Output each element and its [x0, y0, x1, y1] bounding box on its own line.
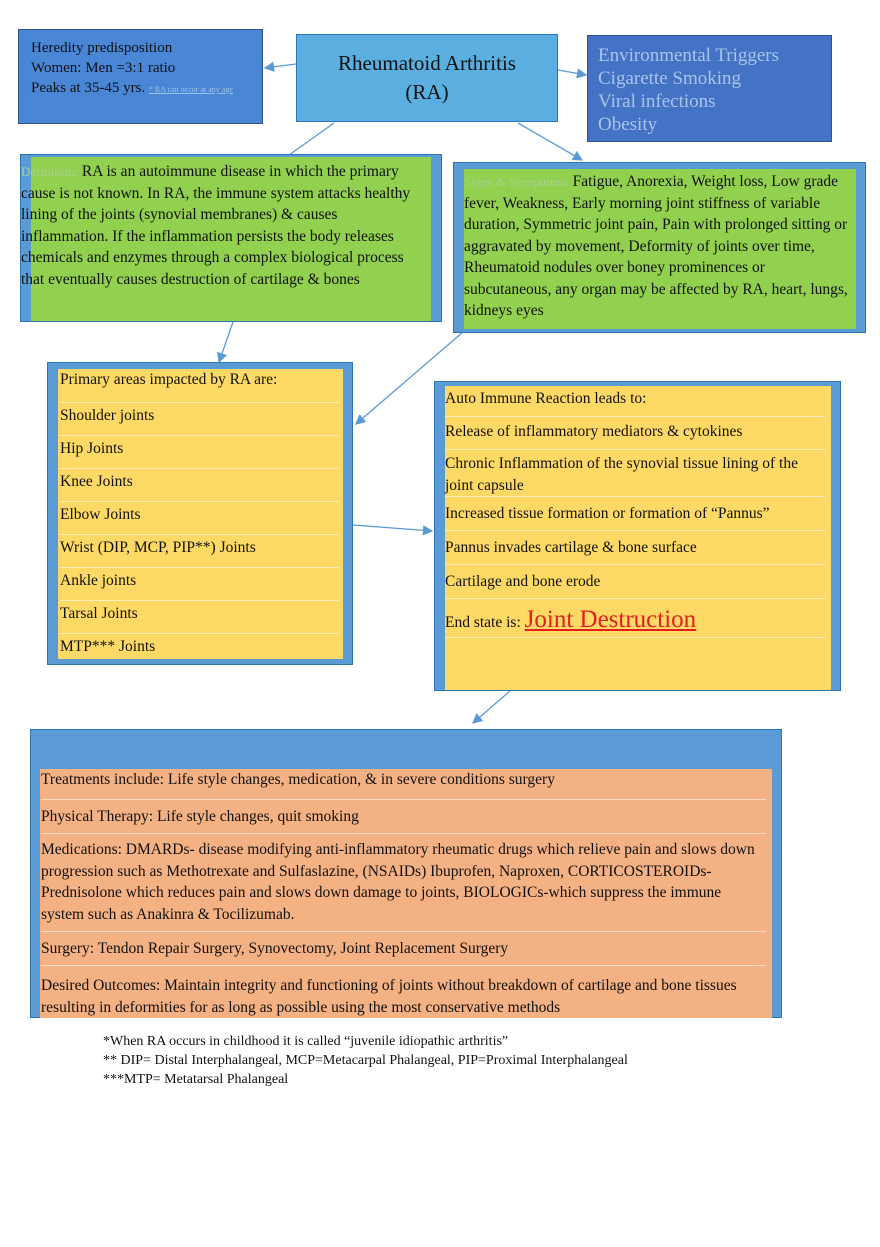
env-item: Obesity [598, 114, 658, 135]
env-item: Cigarette Smoking [598, 68, 742, 89]
primary-areas-heading: Primary areas impacted by RA are: [60, 369, 339, 403]
heredity-line-1: Heredity predisposition [31, 40, 173, 56]
arrow-title-to-definition [289, 123, 334, 155]
title-box [296, 34, 558, 122]
area-item: Hip Joints [60, 436, 339, 469]
area-item: Ankle joints [60, 568, 339, 601]
area-item: Shoulder joints [60, 403, 339, 436]
env-item: Viral infections [598, 91, 716, 112]
autoimmune-frame [434, 381, 841, 691]
treatment-item: Desired Outcomes: Maintain integrity and functioning of joints without breakdown of cartilage and bone tissues resulting in deformities for as long as possible using the most conservative methods [41, 977, 737, 1016]
definition-frame [20, 154, 442, 322]
treatments-panel [40, 769, 772, 1018]
area-item: Elbow Joints [60, 502, 339, 535]
end-state-value: Joint Destruction [524, 606, 697, 633]
definition-body: RA is an autoimmune disease in which the primary cause is not known. In RA, the immune system attacks healthy lining of the joints (synovial membranes) & causes inflammation. If the inflammation persists the body releases chemicals and enzymes through a complex biological process that eventually causes destruction of cartilage & bones [21, 163, 411, 288]
arrow-autoimmune-to-treatments [473, 691, 510, 723]
treatment-item: Medications: DMARDs- disease modifying anti-inflammatory rheumatic drugs which relieve pain and slows down progression such as Methotrexate and Sulfaslazine, (NSAIDs) Ibuprofen, Naproxen, CORTICOSTEROIDs- Prednisolone which reduces pain and slows down damage to joints, BIOLOGICs-which suppress the immune system such as Anakinra & Tocilizumab. [41, 834, 766, 932]
env-item: Environmental Triggers [598, 45, 780, 66]
arrow-title-to-symptoms [518, 123, 582, 160]
arrow-areas-to-autoimmune [353, 525, 432, 531]
primary-areas-frame [47, 362, 353, 665]
symptoms-body: Fatigue, Anorexia, Weight loss, Low grade fever, Weakness, Early morning joint stiffness of variable duration, Symmetric joint pain, Pain with prolonged sitting or aggravated by movement, Deformity of joints over time, Rheumatoid nodules over boney prominences or subcutaneous, any organ may be affected by RA, heart, lungs, kidneys eyes [464, 173, 848, 319]
definition-panel [21, 157, 431, 321]
symptoms-frame [453, 162, 866, 333]
title-line-2: (RA) [405, 80, 449, 104]
treatment-item: Surgery: Tendon Repair Surgery, Synovectomy, Joint Replacement Surgery [41, 932, 766, 966]
definition-label: Definition: [21, 164, 79, 179]
arrow-title-to-environment [558, 70, 586, 75]
heredity-box [18, 29, 263, 124]
end-state-label: End state is: [445, 614, 525, 631]
autoimmune-item: Release of inflammatory mediators & cytokines [445, 417, 825, 450]
definition-text [21, 161, 431, 290]
area-item: Tarsal Joints [60, 601, 339, 634]
arrow-definition-to-areas [219, 322, 233, 362]
end-state-row [445, 599, 825, 638]
footnote-mtp: ***MTP= Metatarsal Phalangeal [103, 1072, 289, 1087]
autoimmune-heading: Auto Immune Reaction leads to: [445, 386, 825, 417]
symptoms-text [464, 171, 856, 322]
age-note-link[interactable]: * RA can occur at any age [148, 85, 233, 94]
autoimmune-item: Cartilage and bone erode [445, 565, 825, 599]
area-item: Knee Joints [60, 469, 339, 502]
arrow-title-to-heredity [265, 64, 296, 68]
heredity-peaks: Peaks at 35-45 yrs. [31, 80, 146, 96]
heredity-line-2: Women: Men =3:1 ratio [31, 60, 176, 76]
autoimmune-panel [445, 386, 831, 690]
title-line-1: Rheumatoid Arthritis [338, 51, 516, 75]
heredity-line-3 [31, 78, 262, 100]
treatments-frame [30, 729, 782, 1018]
treatment-item: Treatments include: Life style changes, medication, & in severe conditions surgery [41, 769, 766, 800]
treatment-item: Physical Therapy: Life style changes, quit smoking [41, 800, 766, 834]
footnotes [103, 1032, 803, 1089]
area-item: MTP*** Joints [60, 638, 156, 655]
area-item: Wrist (DIP, MCP, PIP**) Joints [60, 535, 339, 568]
symptoms-label: Signs & Symptoms: [464, 174, 569, 189]
footnote-juvenile: *When RA occurs in childhood it is called “juvenile idiopathic arthritis” [103, 1034, 509, 1049]
environment-box [587, 35, 832, 142]
autoimmune-item: Pannus invades cartilage & bone surface [445, 531, 825, 565]
autoimmune-item: Chronic Inflammation of the synovial tissue lining of the joint capsule [445, 450, 825, 497]
autoimmune-item: Increased tissue formation or formation of “Pannus” [445, 497, 825, 531]
footnote-dip-mcp-pip: ** DIP= Distal Interphalangeal, MCP=Metacarpal Phalangeal, PIP=Proximal Interphalangeal [103, 1053, 628, 1068]
primary-areas-panel [58, 369, 343, 659]
symptoms-panel [464, 169, 856, 329]
